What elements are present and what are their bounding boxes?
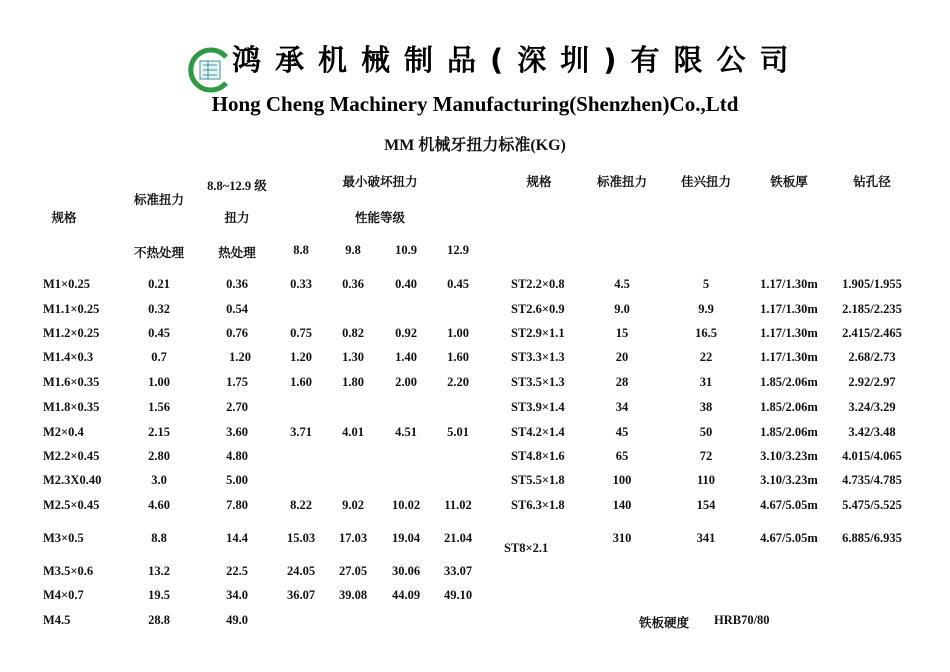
grade-cell: 1.00 — [447, 326, 469, 340]
grade-cell: 0.33 — [290, 277, 312, 291]
drill-cell: 2.92/2.97 — [848, 375, 896, 389]
heat-cell: 3.60 — [226, 425, 248, 439]
grade-cell: 1.40 — [395, 350, 417, 364]
std-cell: 20 — [615, 350, 629, 364]
company-name-cn: 鸿承机械制品(深圳)有限公司 — [232, 43, 803, 77]
header-heat: 热处理 — [218, 245, 256, 260]
spec-cell: ST6.3×1.8 — [511, 498, 565, 512]
plate-cell: 4.67/5.05m — [760, 498, 818, 512]
spec-cell: M4.5 — [43, 613, 71, 627]
spec-cell: ST3.9×1.4 — [511, 400, 565, 414]
grade-cell: 0.45 — [447, 277, 469, 291]
std-cell: 1.00 — [148, 375, 170, 389]
spec-cell: M3.5×0.6 — [43, 564, 94, 578]
grade-cell: 27.05 — [338, 564, 368, 578]
grade-cell: 19.04 — [391, 531, 421, 545]
spec-cell: ST3.5×1.3 — [511, 375, 565, 389]
company-logo — [186, 47, 232, 93]
jx-cell: 16.5 — [695, 326, 717, 340]
drill-cell: 4.015/4.065 — [842, 449, 902, 463]
header-spec: 规格 — [51, 210, 77, 225]
header-grade-9-8: 9.8 — [345, 243, 361, 257]
spec-cell: ST4.2×1.4 — [511, 425, 565, 439]
std-cell: 0.7 — [151, 350, 167, 364]
grade-cell: 1.30 — [342, 350, 364, 364]
std-cell: 310 — [612, 531, 632, 545]
right-header-std-torque: 标准扭力 — [596, 174, 648, 189]
grade-cell: 1.20 — [290, 350, 312, 364]
grade-cell: 30.06 — [391, 564, 421, 578]
plate-cell: 1.17/1.30m — [760, 277, 818, 291]
grade-cell: 2.00 — [395, 375, 417, 389]
grade-cell: 0.40 — [395, 277, 417, 291]
header-grade-12-9: 12.9 — [447, 243, 469, 257]
spec-cell: M1.1×0.25 — [43, 302, 100, 316]
jx-cell: 110 — [696, 473, 716, 487]
std-cell: 15 — [615, 326, 629, 340]
grade-cell: 36.07 — [286, 588, 316, 602]
grade-cell: 33.07 — [443, 564, 473, 578]
grade-cell: 3.71 — [290, 425, 312, 439]
drill-cell: 3.24/3.29 — [848, 400, 896, 414]
std-cell: 9.0 — [614, 302, 630, 316]
std-cell: 100 — [612, 473, 632, 487]
std-cell: 3.0 — [151, 473, 167, 487]
header-std-torque: 标准扭力 — [133, 192, 185, 207]
plate-cell: 1.17/1.30m — [760, 326, 818, 340]
drill-cell: 6.885/6.935 — [842, 531, 902, 545]
grade-cell: 8.22 — [290, 498, 312, 512]
jx-cell: 9.9 — [698, 302, 714, 316]
spec-cell: M1.8×0.35 — [43, 400, 100, 414]
std-cell: 1.56 — [148, 400, 170, 414]
heat-cell: 1.20 — [229, 350, 251, 364]
spec-cell: M2.3X0.40 — [43, 473, 102, 487]
spec-cell: M1.4×0.3 — [43, 350, 94, 364]
spec-cell: ST2.9×1.1 — [511, 326, 565, 340]
spec-cell: M1.2×0.25 — [43, 326, 100, 340]
header-grade-10-9: 10.9 — [395, 243, 417, 257]
std-cell: 4.60 — [148, 498, 170, 512]
grade-cell: 39.08 — [338, 588, 368, 602]
grade-cell: 4.01 — [342, 425, 364, 439]
grade-cell: 2.20 — [447, 375, 469, 389]
std-cell: 13.2 — [148, 564, 170, 578]
plate-cell: 3.10/3.23m — [760, 473, 818, 487]
std-cell: 28.8 — [148, 613, 170, 627]
heat-cell: 14.4 — [226, 531, 248, 545]
jx-cell: 31 — [699, 375, 713, 389]
grade-cell: 9.02 — [342, 498, 364, 512]
right-header-jx-torque: 佳兴扭力 — [680, 174, 732, 189]
grade-cell: 24.05 — [286, 564, 316, 578]
header-min-break-torque: 最小破坏扭力 — [342, 174, 418, 189]
std-cell: 8.8 — [151, 531, 167, 545]
grade-cell: 44.09 — [391, 588, 421, 602]
grade-cell: 0.75 — [290, 326, 312, 340]
jx-cell: 22 — [699, 350, 713, 364]
jx-cell: 72 — [699, 449, 713, 463]
heat-cell: 1.75 — [226, 375, 248, 389]
heat-cell: 7.80 — [226, 498, 248, 512]
jx-cell: 341 — [696, 531, 716, 545]
grade-cell: 1.80 — [342, 375, 364, 389]
header-grade-8-8: 8.8 — [293, 243, 309, 257]
std-cell: 19.5 — [148, 588, 170, 602]
heat-cell: 0.76 — [226, 326, 248, 340]
grade-cell: 0.36 — [342, 277, 364, 291]
std-cell: 0.21 — [148, 277, 170, 291]
grade-cell: 4.51 — [395, 425, 417, 439]
spec-cell: ST2.2×0.8 — [511, 277, 565, 291]
right-header-plate-thickness: 铁板厚 — [770, 174, 808, 189]
header-grade-range: 8.8~12.9 级 — [207, 179, 267, 193]
plate-hardness-label: 铁板硬度 — [639, 615, 690, 630]
grade-cell: 10.02 — [391, 498, 421, 512]
heat-cell: 4.80 — [226, 449, 248, 463]
drill-cell: 2.68/2.73 — [848, 350, 896, 364]
jx-cell: 5 — [702, 277, 710, 291]
plate-cell: 1.85/2.06m — [760, 425, 818, 439]
spec-cell: ST2.6×0.9 — [511, 302, 565, 316]
grade-cell: 49.10 — [443, 588, 473, 602]
grade-cell: 21.04 — [443, 531, 473, 545]
heat-cell: 22.5 — [226, 564, 248, 578]
table-title: MM 机械牙扭力标准(KG) — [384, 137, 566, 154]
std-cell: 0.32 — [148, 302, 170, 316]
heat-cell: 49.0 — [226, 613, 248, 627]
jx-cell: 50 — [699, 425, 713, 439]
spec-cell: ST5.5×1.8 — [511, 473, 565, 487]
drill-cell: 1.905/1.955 — [842, 277, 902, 291]
heat-cell: 2.70 — [226, 400, 248, 414]
heat-cell: 5.00 — [226, 473, 248, 487]
std-cell: 34 — [615, 400, 629, 414]
drill-cell: 5.475/5.525 — [842, 498, 902, 512]
plate-cell: 1.85/2.06m — [760, 375, 818, 389]
heat-cell: 0.54 — [226, 302, 248, 316]
plate-cell: 1.17/1.30m — [760, 350, 818, 364]
spec-cell: M2×0.4 — [43, 425, 84, 439]
drill-cell: 4.735/4.785 — [842, 473, 902, 487]
grade-cell: 1.60 — [290, 375, 312, 389]
std-cell: 65 — [615, 449, 629, 463]
spec-cell: ST8×2.1 — [504, 541, 549, 555]
spec-cell: M1.6×0.35 — [43, 375, 100, 389]
spec-cell: ST3.3×1.3 — [511, 350, 565, 364]
spec-cell: M1×0.25 — [43, 277, 91, 291]
grade-cell: 1.60 — [447, 350, 469, 364]
drill-cell: 3.42/3.48 — [848, 425, 896, 439]
plate-cell: 3.10/3.23m — [760, 449, 818, 463]
std-cell: 2.80 — [148, 449, 170, 463]
std-cell: 28 — [615, 375, 629, 389]
jx-cell: 38 — [699, 400, 713, 414]
grade-cell: 0.92 — [395, 326, 417, 340]
grade-cell: 11.02 — [444, 498, 472, 512]
grade-cell: 5.01 — [447, 425, 469, 439]
company-name-en: Hong Cheng Machinery Manufacturing(Shenzhen)Co.,Ltd — [211, 92, 739, 116]
header-no-heat: 不热处理 — [133, 245, 185, 260]
header-performance-grade: 性能等级 — [354, 210, 406, 225]
plate-hardness-value: HRB70/80 — [714, 613, 770, 627]
std-cell: 4.5 — [614, 277, 630, 291]
plate-cell: 4.67/5.05m — [760, 531, 818, 545]
header-torque: 扭力 — [224, 210, 250, 225]
std-cell: 140 — [612, 498, 632, 512]
right-header-spec: 规格 — [526, 174, 552, 189]
grade-cell: 15.03 — [286, 531, 316, 545]
heat-cell: 0.36 — [226, 277, 248, 291]
std-cell: 45 — [615, 425, 629, 439]
spec-cell: M2.2×0.45 — [43, 449, 100, 463]
spec-cell: ST4.8×1.6 — [511, 449, 565, 463]
grade-cell: 0.82 — [342, 326, 364, 340]
drill-cell: 2.415/2.465 — [842, 326, 902, 340]
right-header-drill-diameter: 钻孔径 — [853, 174, 891, 189]
spec-cell: M2.5×0.45 — [43, 498, 100, 512]
jx-cell: 154 — [696, 498, 716, 512]
drill-cell: 2.185/2.235 — [842, 302, 902, 316]
spec-cell: M4×0.7 — [43, 588, 84, 602]
plate-cell: 1.17/1.30m — [760, 302, 818, 316]
plate-cell: 1.85/2.06m — [760, 400, 818, 414]
grade-cell: 17.03 — [338, 531, 368, 545]
spec-cell: M3×0.5 — [43, 531, 84, 545]
std-cell: 0.45 — [148, 326, 170, 340]
std-cell: 2.15 — [148, 425, 170, 439]
heat-cell: 34.0 — [226, 588, 248, 602]
